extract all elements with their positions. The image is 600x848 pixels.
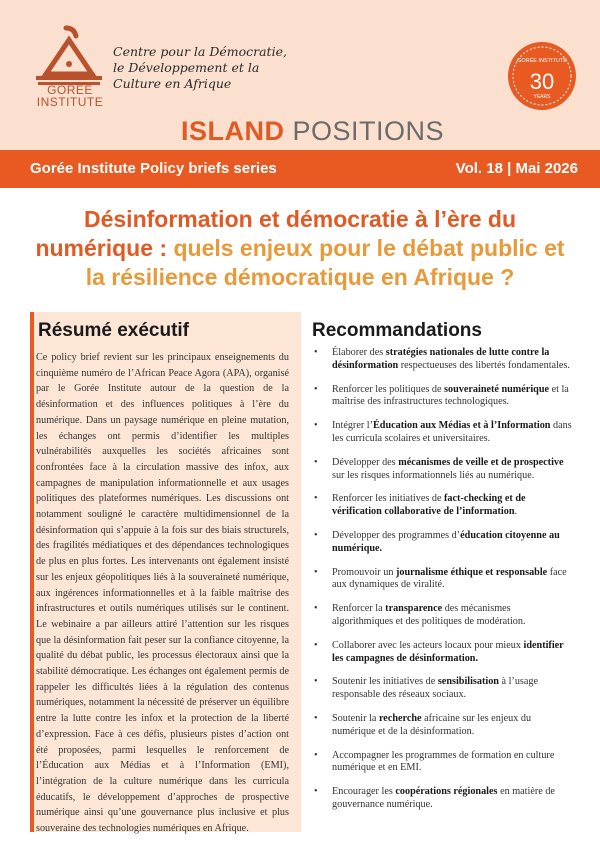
seal-top-text: GORÉE INSTITUTE (517, 58, 567, 64)
bullet-icon: • (314, 347, 318, 358)
bullet-icon: • (314, 676, 318, 688)
bullet-icon: • (314, 639, 318, 651)
series-band (0, 150, 600, 188)
bullet-icon: • (314, 493, 318, 505)
bullet-icon: • (314, 383, 318, 395)
recommendation-item: • Soutenir la recherche africaine sur les enjeux du numérique et de la désinformation. (314, 712, 532, 737)
recommendation-item: • Encourager les coopérations régionales en matière de gouvernance numérique. (314, 786, 555, 810)
recommendation-item: • Intégrer l’Éducation aux Médias et à l’Information dans les curricula scolaires et universitaires. (314, 420, 572, 444)
bullet-icon: • (314, 566, 318, 578)
logo-wordmark: GORÉE INSTITUTE (36, 83, 104, 109)
recommendation-item: • Développer des mécanismes de veille et de prospective sur les risques informationnels liés au numérique. (314, 456, 564, 481)
recommendation-item: • Développer des programmes d’éducation citoyenne au numérique. (314, 529, 560, 554)
bullet-icon: • (314, 603, 318, 615)
institute-tagline: Centre pour la Démocratie, le Développement et la Culture en Afrique (113, 44, 287, 91)
series-label: Gorée Institute Policy briefs series (30, 160, 277, 177)
recommendation-item: • Soutenir les initiatives de sensibilisation à l’usage responsable des réseaux sociaux. (314, 676, 539, 701)
recommendation-item: • Renforcer les politiques de souveraineté numérique et la maîtrise des infrastructures technologiques. (314, 383, 569, 408)
bullet-icon: • (314, 786, 318, 798)
bullet-icon: • (314, 749, 318, 761)
seal-number: 30 (529, 69, 555, 94)
volume-label: Vol. 18 | Mai 2026 (455, 160, 578, 177)
bullet-icon: • (314, 456, 318, 468)
summary-heading: Résumé exécutif (38, 320, 190, 341)
recommendation-item: • Élaborer des stratégies nationales de lutte contre la désinformation respectueuses des libertés fondamentales. (314, 347, 570, 371)
recommendation-item: • Renforcer la transparence des mécanismes algorithmiques et des politiques de modération. (314, 603, 526, 627)
seal-sub-text: YEARS (533, 94, 551, 100)
recommendations-heading: Recommandations (312, 320, 482, 341)
recommendation-item: • Collaborer avec les acteurs locaux pour mieux identifier les campagnes de désinformation. (314, 639, 564, 664)
publication-name: ISLAND POSITIONS (181, 116, 445, 146)
recommendation-item: • Promouvoir un journalisme éthique et responsable face aux dynamiques de viralité. (314, 566, 567, 591)
bullet-icon: • (314, 529, 318, 541)
summary-text: Ce policy brief revient sur les principaux enseignements du cinquième numéro de l’African Peace Agora (APA), organisé par le Gorée Institute autour de la question de la désinformation et des influences politiques à l’ère du numérique. Dans un paysage numérique en pleine mutation, les échanges ont permis d’identifier les multiples vulnérabilités auxquelles les sociétés africaines sont confrontées face à la circulation massive des infox, aux campagnes de manipulation informationnelle et aux usages politiques des plateformes numériques. Les discussions ont notamment souligné le caractère multidimensionnel de la désinformation qui s’appuie à la fois sur des biais structurels, des fragilités médiatiques et des dépendances technologiques de plus en plus fortes. Les intervenants ont également insisté sur les enjeux géopolitiques liés à la souveraineté numérique, aux ingérences informationnelles et à la faible maîtrise des infrastructures et outils numériques utilisés sur le continent. Le webinaire a par ailleurs attiré l’attention sur les risques que la désinformation fait peser sur la confiance citoyenne, la qualité du débat public, les processus électoraux ainsi que la stabilité démocratique. Les échanges ont également permis de rappeler les difficultés liées à la régulation des contenus numériques, notamment la nécessité de préserver un équilibre entre la lutte contre les infox et la protection de la liberté d’expression. Face à ces défis, plusieurs pistes d’action ont été proposées, parmi lesquelles le renforcement de l’Éducation aux Médias et à l’Information (EMI), l’intégration de la culture numérique dans les curricula éducatifs, le développement d’approches de prospective numérique ainsi qu’une gouvernance plus inclusive et plus souveraine des technologies numériques en Afrique. (36, 352, 289, 835)
recommendation-item: • Renforcer les initiatives de fact-checking et de vérification collaborative de l’information. (314, 493, 526, 518)
recommendation-item: • Accompagner les programmes de formation en culture numérique et en EMI. (314, 749, 555, 774)
recommendations-list (312, 347, 574, 823)
bullet-icon: • (314, 420, 318, 432)
document-title: Désinformation et démocratie à l’ère du numérique : quels enjeux pour le débat public et la résilience démocratique en Afrique ? (35, 206, 565, 290)
bullet-icon: • (314, 712, 318, 724)
anniversary-seal-icon (506, 40, 578, 112)
